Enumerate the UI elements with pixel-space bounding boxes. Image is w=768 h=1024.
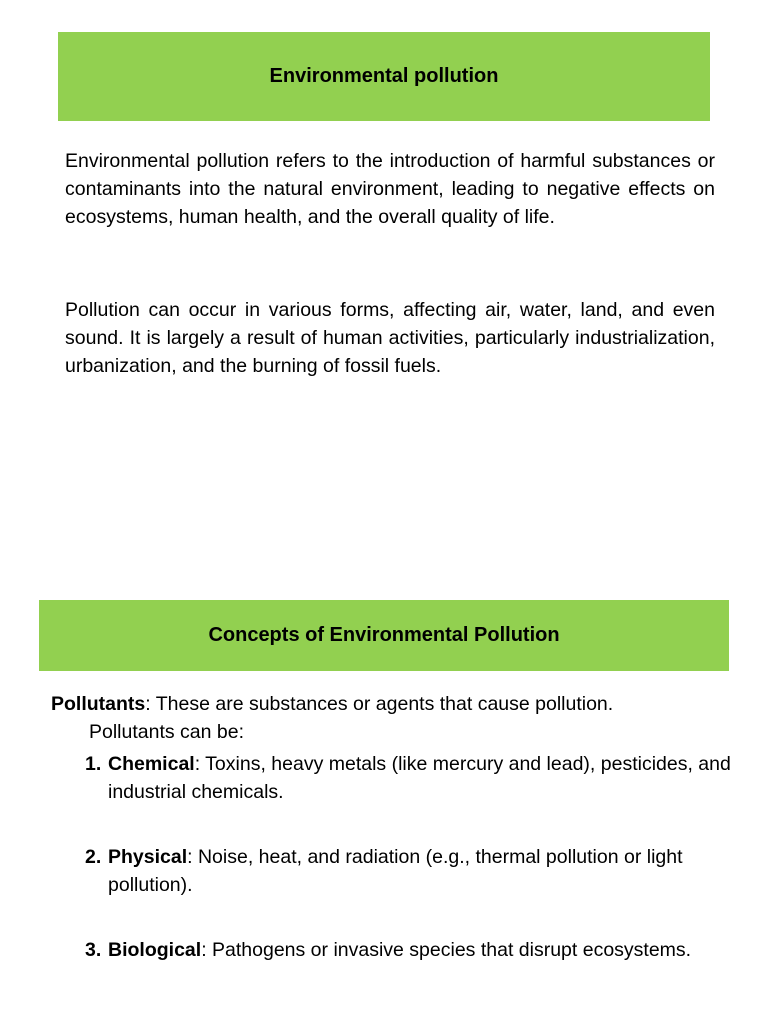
list-term: Biological <box>108 939 202 961</box>
intro-paragraph: Environmental pollution refers to the introduction of harmful substances or contaminants into the natural environment, leading to negative effects on ecosystems, human health, and the overall quality of life. <box>65 150 715 228</box>
concepts-title: Concepts of Environmental Pollution <box>208 624 560 646</box>
list-number: 3. <box>85 939 102 961</box>
list-item <box>51 843 731 899</box>
concepts-body <box>51 690 731 1001</box>
pollution-forms-paragraph: Pollution can occur in various forms, affecting air, water, land, and even sound. It is largely a result of human activities, particularly industrialization, urbanization, and the burning of fossil fuels. <box>65 299 715 377</box>
list-number: 2. <box>85 846 102 868</box>
list-item <box>51 936 731 964</box>
list-text: : Toxins, heavy metals (like mercury and lead), pesticides, and industrial chemicals. <box>108 753 731 803</box>
section-title-banner <box>58 32 710 121</box>
pollutants-term: Pollutants <box>51 693 146 715</box>
list-number: 1. <box>85 753 102 775</box>
list-text: : Pathogens or invasive species that disrupt ecosystems. <box>201 939 692 961</box>
pollutants-intro-continued: Pollutants can be: <box>89 721 245 743</box>
pollutant-types-list <box>51 750 731 964</box>
pollutants-definition <box>51 690 731 718</box>
section-title: Environmental pollution <box>269 65 499 87</box>
list-term: Chemical <box>108 753 195 775</box>
concepts-title-banner <box>39 600 729 671</box>
list-term: Physical <box>108 846 188 868</box>
pollutants-text: : These are substances or agents that cause pollution. <box>145 693 614 715</box>
list-item <box>51 750 731 806</box>
list-text: : Noise, heat, and radiation (e.g., thermal pollution or light pollution). <box>108 846 683 896</box>
